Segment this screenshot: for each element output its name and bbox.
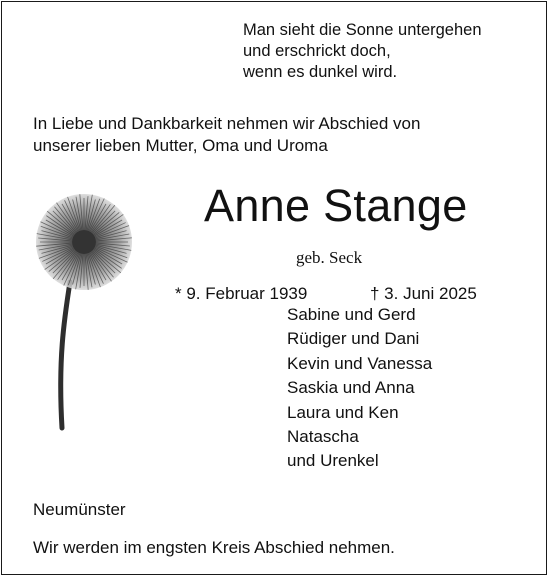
- family-member: Laura und Ken: [287, 402, 399, 422]
- birth-date: * 9. Februar 1939: [175, 284, 308, 303]
- death-date: † 3. Juni 2025: [370, 284, 477, 303]
- family-list: [287, 303, 432, 474]
- closing-text: Wir werden im engsten Kreis Abschied nehmen.: [33, 538, 395, 557]
- place-name: Neumünster: [33, 500, 126, 519]
- quote-line: wenn es dunkel wird.: [243, 63, 398, 81]
- dandelion-icon: [34, 190, 144, 445]
- family-member: Saskia und Anna: [287, 378, 415, 398]
- family-member: Sabine und Gerd: [287, 305, 416, 324]
- quote-line: Man sieht die Sonne untergehen: [243, 21, 482, 39]
- intro-line: unserer lieben Mutter, Oma und Uroma: [33, 136, 328, 155]
- deceased-name: Anne Stange: [204, 180, 468, 231]
- family-member: Kevin und Vanessa: [287, 353, 433, 373]
- family-member: Rüdiger und Dani: [287, 329, 420, 349]
- intro-text: [33, 113, 420, 157]
- family-member: und Urenkel: [287, 451, 379, 471]
- quote-block: [243, 20, 482, 83]
- life-dates: [175, 283, 477, 305]
- birth-name: geb. Seck: [296, 248, 363, 267]
- family-member: Natascha: [287, 427, 359, 447]
- intro-line: In Liebe und Dankbarkeit nehmen wir Abschied von: [33, 114, 421, 133]
- quote-line: und erschrickt doch,: [243, 42, 391, 60]
